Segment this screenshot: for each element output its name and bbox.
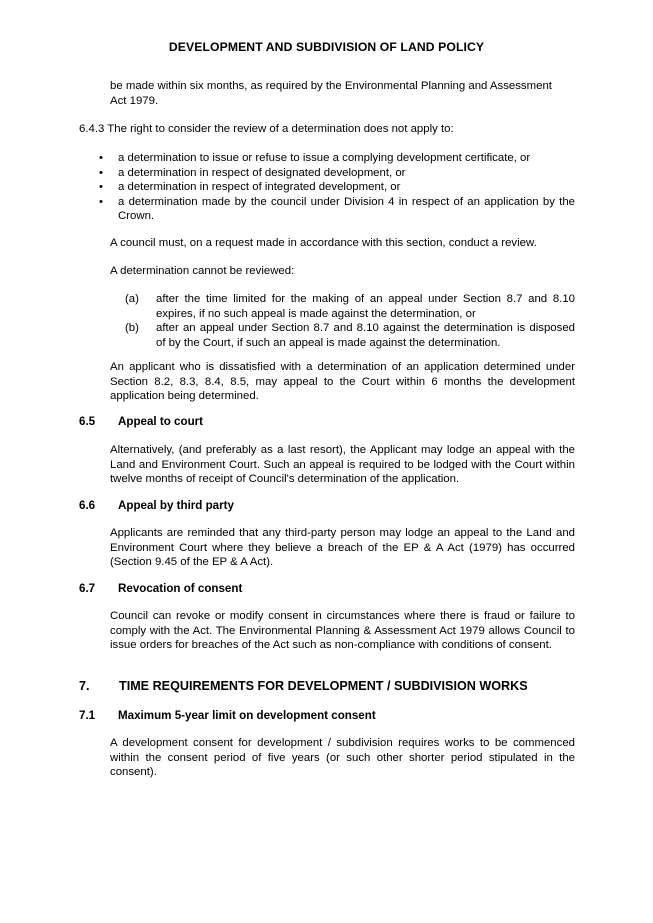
page-header-title: DEVELOPMENT AND SUBDIVISION OF LAND POLICY [168,40,485,54]
sublist-label: (b) [125,322,139,334]
section-title: Appeal to court [118,415,204,428]
applicant-appeal-paragraph: An applicant who is dissatisfied with a determination of an application determined under Section 8.2, 8.3, 8.4, 8.5, may appeal to the Court within 6 months the development application being determined. [110,361,575,402]
cannot-review-sublist [125,292,575,350]
bullet-text: a determination to issue or refuse to issue a complying development certificate, or [118,152,531,164]
section-title: Maximum 5-year limit on development consent [118,709,376,722]
section-number: 7.1 [79,709,96,722]
sublist-text: after an appeal under Section 8.7 and 8.10 against the determination is disposed of by the Court, if such an appeal is made against the determination. [156,322,575,349]
bullet-marker: • [99,181,103,193]
bullet-item [99,195,575,224]
council-review-paragraph: A council must, on a request made in accordance with this section, conduct a review. [110,237,537,249]
sublist-item-a [125,292,575,321]
section-6-4-3-text: 6.4.3 The right to consider the review of a determination does not apply to: [79,123,454,135]
section-title: Appeal by third party [118,499,234,512]
section-7-1-paragraph: A development consent for development / subdivision requires works to be commenced within the consent period of five years (or such other shorter period stipulated in the consent). [110,737,575,778]
continuation-paragraph [110,79,575,108]
section-6-6-paragraph: Applicants are reminded that any third-party person may lodge an appeal to the Land and Environment Court where they believe a breach of the EP & A Act (1979) has occurred (Section 9.45 of the EP & A Act). [110,527,575,568]
section-number: 7. [79,679,90,693]
bullet-marker: • [99,166,103,179]
sublist-item-b [125,321,575,350]
section-6-5-paragraph: Alternatively, (and preferably as a last resort), the Applicant may lodge an appeal with the Land and Environment Court. Such an appeal is required to be lodged with the Court within twelve months of receipt of Council's determination of the application. [110,444,575,485]
sublist-text: after the time limited for the making of an appeal under Section 8.7 and 8.10 expires, if no such appeal is made against the determination, or [156,293,575,320]
bullet-text: a determination made by the council under Division 4 in respect of an application by the Crown. [118,195,575,222]
section-title: Revocation of consent [118,582,243,595]
bullet-item [99,180,575,195]
section-number: 6.7 [79,582,96,595]
bullet-item [99,151,575,166]
sublist-label: (a) [125,293,139,305]
bullet-marker: • [99,152,103,164]
section-number: 6.5 [79,415,96,428]
bullet-text: a determination in respect of designated development, or [118,166,406,179]
section-6-7-paragraph: Council can revoke or modify consent in circumstances where there is fraud or failure to comply with the Act. The Environmental Planning & Assessment Act 1979 allows Council to issue orders for breaches of the Act such as non-compliance with conditions of consent. [110,610,575,651]
continuation-line-2: Act 1979. [110,94,159,107]
continuation-line-1: be made within six months, as required by the Environmental Planning and Assessment [110,80,552,92]
exception-bullet-list [99,151,575,224]
cannot-review-paragraph: A determination cannot be reviewed: [110,265,295,277]
bullet-marker: • [99,195,103,208]
bullet-text: a determination in respect of integrated development, or [118,181,401,193]
section-number: 6.6 [79,499,96,512]
section-title: TIME REQUIREMENTS FOR DEVELOPMENT / SUBDIVISION WORKS [119,679,528,693]
bullet-item [99,166,575,181]
